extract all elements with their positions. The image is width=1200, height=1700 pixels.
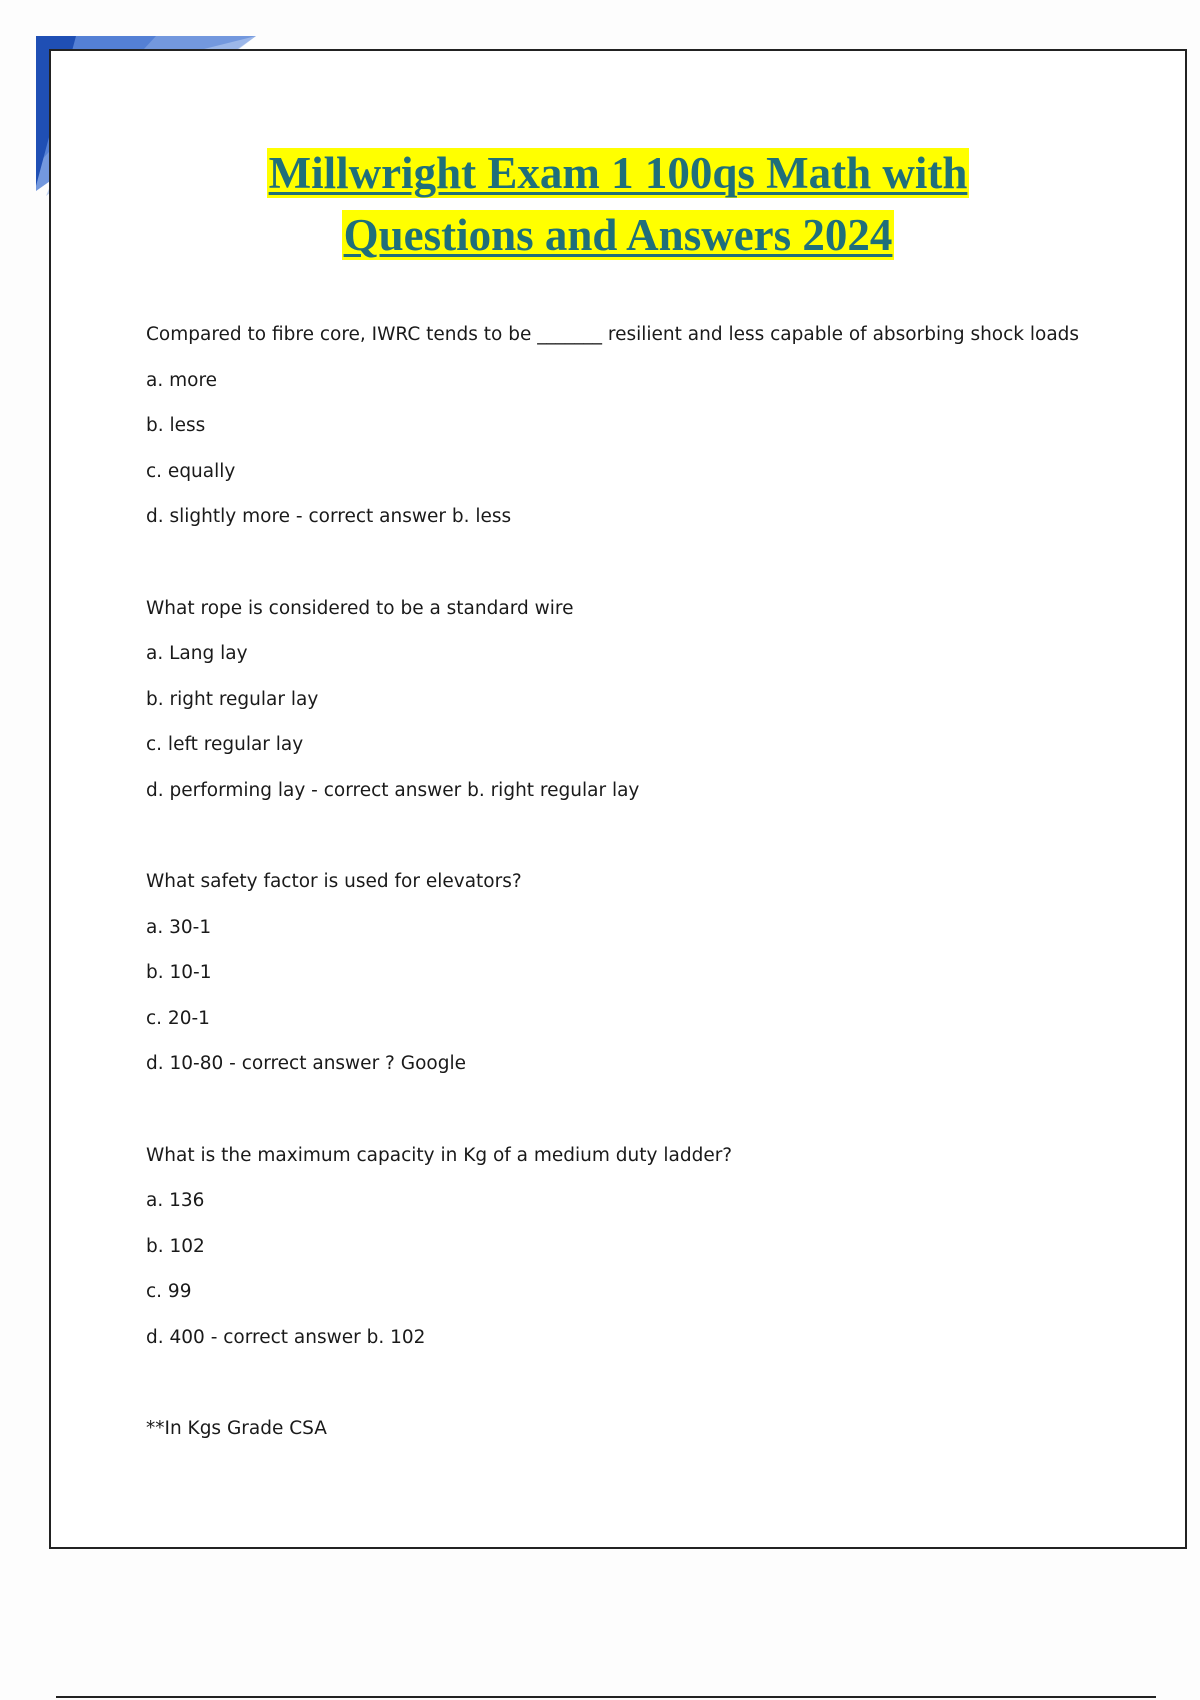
footnote: **In Kgs Grade CSA xyxy=(146,1418,327,1439)
answer-option: a. more xyxy=(146,369,218,391)
answer-option: b. 10-1 xyxy=(146,962,212,983)
answer-option: d. 10-80 - correct answer ? Google xyxy=(146,1053,466,1074)
answer-option: b. right regular lay xyxy=(146,688,319,710)
title-line-1: Millwright Exam 1 100qs Math with xyxy=(268,148,968,198)
answer-option: c. equally xyxy=(146,460,236,482)
question-block xyxy=(146,869,1156,1097)
answer-option: d. performing lay - correct answer b. right regular lay xyxy=(146,779,640,801)
answer-option: a. Lang lay xyxy=(146,643,248,664)
answer-option: c. 20-1 xyxy=(146,1007,210,1029)
answer-option: d. 400 - correct answer b. 102 xyxy=(146,1326,426,1348)
footer-rule xyxy=(56,1696,1156,1698)
answer-option: b. less xyxy=(146,415,206,436)
answer-option: d. slightly more - correct answer b. less xyxy=(146,506,512,527)
question-block xyxy=(146,322,1156,550)
question-block xyxy=(146,1143,1156,1371)
answer-option: a. 30-1 xyxy=(146,916,212,938)
answer-option: c. left regular lay xyxy=(146,734,304,755)
question-text: Compared to fibre core, IWRC tends to be _______ resilient and less capable of absorbing shock loads xyxy=(146,324,1080,345)
answer-option: a. 136 xyxy=(146,1190,205,1211)
question-list xyxy=(146,322,1156,1442)
document-title xyxy=(49,142,1187,266)
question-text: What rope is considered to be a standard wire xyxy=(146,597,574,619)
question-block xyxy=(146,596,1156,824)
question-text: What is the maximum capacity in Kg of a medium duty ladder? xyxy=(146,1144,733,1166)
answer-option: b. 102 xyxy=(146,1235,205,1257)
question-text: What safety factor is used for elevators? xyxy=(146,871,522,892)
title-line-2: Questions and Answers 2024 xyxy=(343,210,893,260)
answer-option: c. 99 xyxy=(146,1281,192,1302)
